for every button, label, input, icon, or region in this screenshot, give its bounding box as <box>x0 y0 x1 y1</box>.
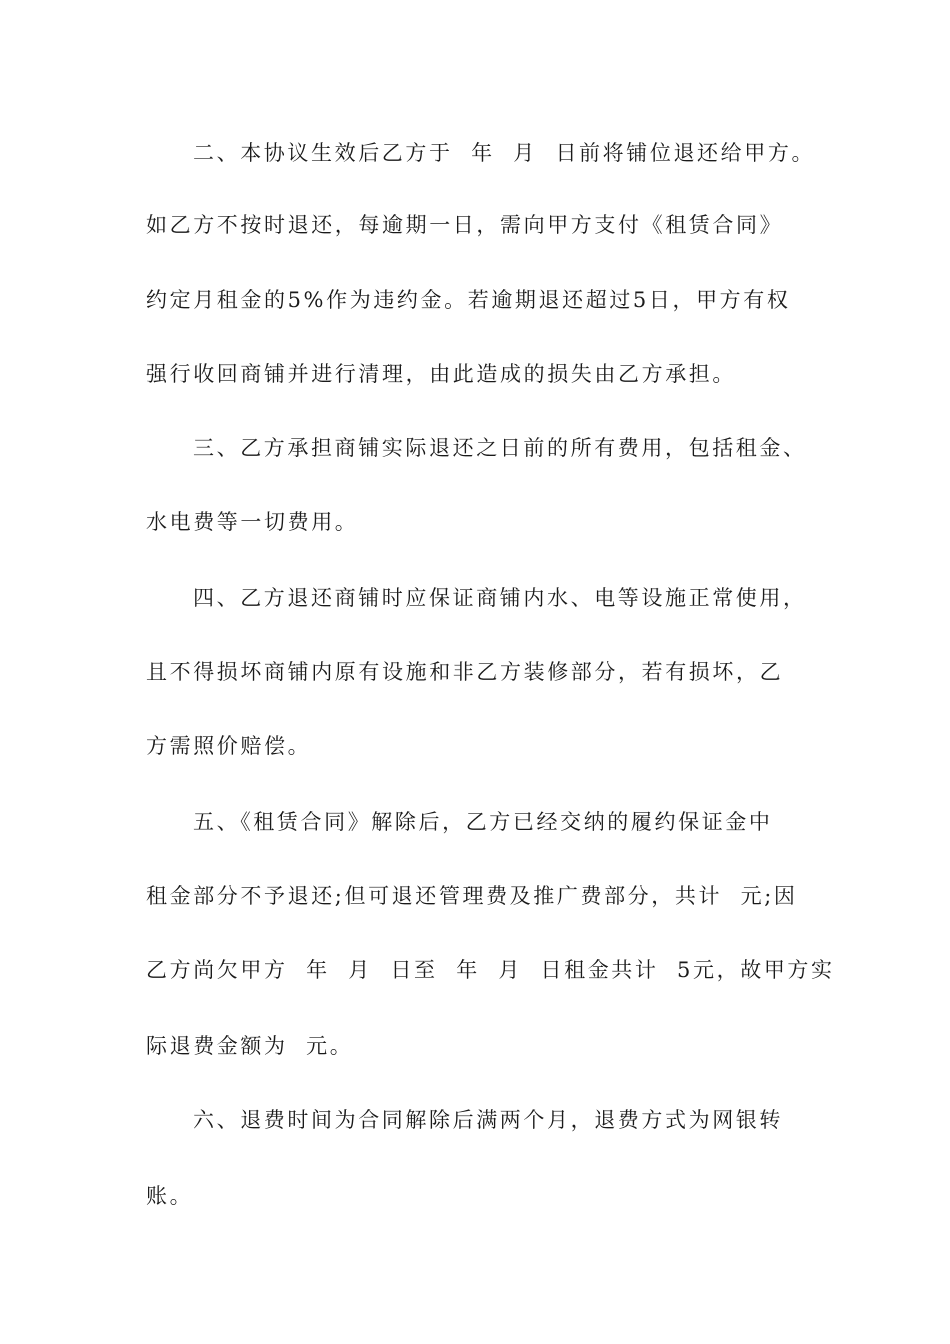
clause-6-line-1: 六、退费时间为合同解除后满两个月，退费方式为网银转 <box>193 1108 783 1132</box>
clause-3-line-2: 水电费等一切费用。 <box>146 510 359 534</box>
clause-2-line-3: 约定月租金的5%作为违约金。若逾期退还超过5日，甲方有权 <box>146 288 791 312</box>
clause-4-line-3: 方需照价赔偿。 <box>146 734 312 758</box>
clause-4-line-2: 且不得损坏商铺内原有设施和非乙方装修部分，若有损坏，乙 <box>146 660 784 684</box>
clause-4-line-1: 四、乙方退还商铺时应保证商铺内水、电等设施正常使用， <box>193 586 807 610</box>
clause-2-line-4: 强行收回商铺并进行清理，由此造成的损失由乙方承担。 <box>146 362 736 386</box>
clause-5-line-2: 租金部分不予退还;但可退还管理费及推广费部分，共计 元;因 <box>146 884 798 908</box>
clause-3-line-1: 三、乙方承担商铺实际退还之日前的所有费用，包括租金、 <box>193 436 807 460</box>
clause-5-line-4: 际退费金额为 元。 <box>146 1034 354 1058</box>
clause-5-line-3: 乙方尚欠甲方 年 月 日至 年 月 日租金共计 5元，故甲方实 <box>146 958 835 982</box>
clause-2-line-2: 如乙方不按时退还，每逾期一日，需向甲方支付《租赁合同》 <box>146 213 784 237</box>
clause-5-line-1: 五、《租赁合同》解除后，乙方已经交纳的履约保证金中 <box>193 810 773 834</box>
clause-2-line-1: 二、本协议生效后乙方于 年 月 日前将铺位退还给甲方。 <box>193 141 816 165</box>
clause-6-line-2: 账。 <box>146 1184 194 1208</box>
